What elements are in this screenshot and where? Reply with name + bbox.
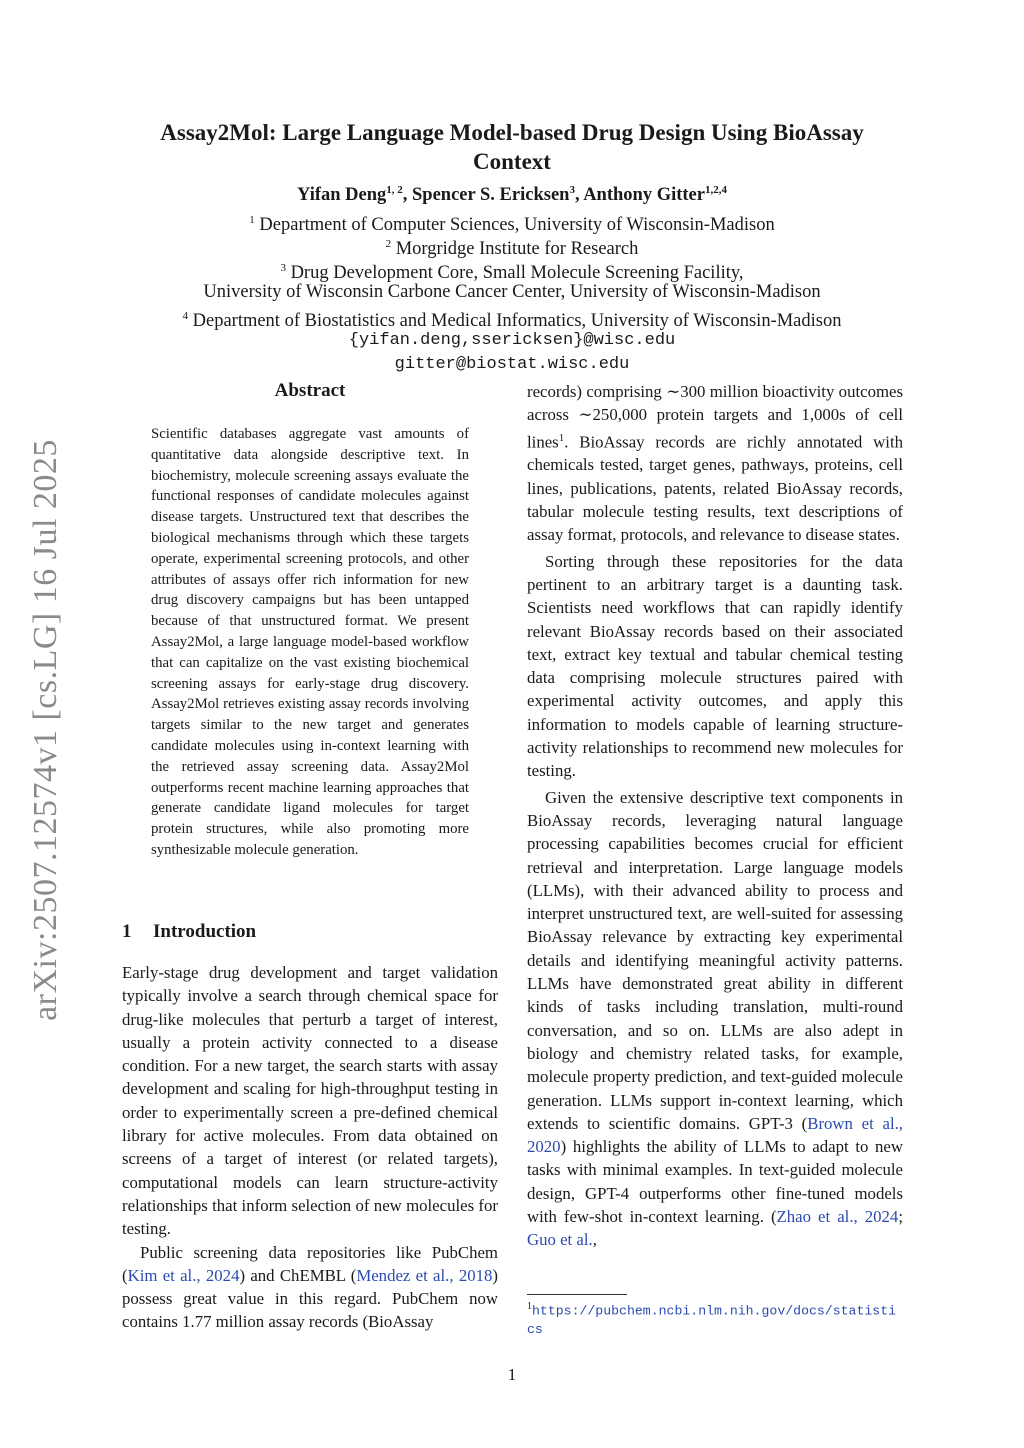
citation-zhao-2024[interactable]: Zhao et al., 2024 (776, 1206, 899, 1226)
author-list (120, 184, 904, 206)
affiliation-3: $^3$ Drug Development Core, Small Molecule Screening Facility, (280, 262, 744, 284)
arxiv-sidebar-stamp (18, 430, 74, 1030)
intro-paragraph-2: Public screening data repositories like PubChem (Kim et al., 2024) and ChEMBL (Mendez et al., 2018) possess great value in this regard. PubChem now contains 1.77 million assay records (BioAssay (122, 1242, 498, 1332)
right-paragraph-1: records) comprising ∼300 million bioactivity outcomes across ∼250,000 protein targets and 1,000s of cell lines$^1$. BioAssay records are richly annotated with chemicals tested, target genes, pathways, proteins, cell lines, publications, patents, related BioAssay records, tabular molecule testing results, text descriptions of assay format, protocols, and relevance to disease states. (527, 382, 903, 545)
affiliation-2: $^2$ Morgridge Institute for Research (385, 238, 639, 260)
citation-guo[interactable]: Guo et al. (527, 1230, 593, 1250)
right-paragraph-3: Given the extensive descriptive text components in BioAssay records, leveraging natural language processing capabilities becomes crucial for efficient retrieval and interpretation. Large language models (LLMs), with their advanced ability to process and interpret unstructured text, are well-suited for assessing BioAssay relevance by extracting key experimental details and identifying meaningful activity patterns. LLMs have demonstrated great ability in different kinds of tasks including translation, multi-round conversation, and so on. LLMs are also adept in biology and chemistry related tasks, for example, molecule property prediction, and text-guided molecule generation. LLMs support in-context learning, which extends to scientific domains. GPT-3 (Brown et al., 2020) highlights the ability of LLMs to adapt to new tasks with minimal examples. In text-guided molecule design, GPT-4 outperforms other fine-tuned models with few-shot in-context learning. (Zhao et al., 2024; Guo et al., (527, 787, 903, 1250)
email-line-1[interactable]: {yifan.deng,ssericksen}@wisc.edu (348, 331, 676, 350)
affiliation-4: $^4$ Department of Biostatistics and Medical Informatics, University of Wisconsin-Madison (182, 310, 842, 332)
email-line-2[interactable]: gitter@biostat.wisc.edu (394, 355, 630, 374)
author-1: Yifan Deng$^{1, 2}$, (297, 184, 413, 206)
footnote-1: $^1$https://pubchem.ncbi.nlm.nih.gov/docs/statistics (527, 1301, 897, 1338)
arxiv-identifier: arXiv:2507.12574v1 [cs.LG] 16 Jul 2025 (27, 439, 64, 1021)
affiliation-3-cont: University of Wisconsin Carbone Cancer Center, University of Wisconsin-Madison (203, 282, 821, 302)
affiliation-1: $^1$ Department of Computer Sciences, University of Wisconsin-Madison (249, 214, 775, 236)
abstract-body: Scientific databases aggregate vast amounts of quantitative data alongside descriptive text. In biochemistry, molecule screening assays evaluate the functional responses of candidate molecules against disease targets. Unstructured text that describes the biological mechanisms through which these targets operate, experimental screening protocols, and other attributes of assays offer rich information for new drug discovery campaigns but has been untapped because of that unstructured format. We present Assay2Mol, a large language model-based workflow that can capitalize on the vast existing biochemical screening assays for early-stage drug discovery. Assay2Mol retrieves existing assay records involving targets similar to the new target and generates candidate molecules using in-context learning with the retrieved assay screening data. Assay2Mol outperforms recent machine learning approaches that generate candidate ligand molecules for target protein structures, while also promoting more synthesizable molecule generation. (151, 426, 469, 858)
left-column-body (122, 961, 498, 1334)
footnote-marker[interactable]: 1 (558, 431, 565, 444)
author-3: Anthony Gitter$^{1,2,4}$ (583, 184, 727, 206)
author-2: Spencer S. Ericksen$^3$, (412, 184, 584, 206)
paper-title: Assay2Mol: Large Language Model-based Drug Design Using BioAssay Context (160, 120, 864, 174)
right-paragraph-2: Sorting through these repositories for the data pertinent to an arbitrary target is a daunting task. Scientists need workflows that can rapidly identify relevant BioAssay records based on their associated text, extract key textual and tabular chemical testing data comprising molecule structures paired with experimental activity outcomes, and apply this information to models capable of learning structure-activity relationships to recommend new molecules for testing. (527, 551, 903, 781)
intro-paragraph-1: Early-stage drug development and target validation typically involve a search through chemical space for drug-like molecules that perturb a target of interest, usually a protein activity connected to a disease condition. For a new target, the search starts with assay development and scaling for high-throughput testing in order to experimentally screen a pre-defined chemical library for active molecules. From data obtained on screens of a target of interest (or related targets), computational models can learn structure-activity relationships that inform selection of new molecules for testing. (122, 963, 498, 1239)
page-number: 1 (507, 1365, 517, 1384)
citation-kim-2024[interactable]: Kim et al., 2024 (127, 1265, 240, 1285)
citation-mendez-2018[interactable]: Mendez et al., 2018 (356, 1265, 493, 1285)
section-title: Introduction (153, 921, 257, 942)
section-heading-introduction (122, 921, 256, 943)
right-column-body (527, 380, 903, 1252)
footnote-divider (527, 1294, 627, 1295)
footnote-link[interactable]: https://pubchem.ncbi.nlm.nih.gov/docs/statistics (527, 1303, 897, 1338)
citation-brown-2020[interactable]: Brown et al., 2020 (527, 1113, 903, 1157)
abstract-heading: Abstract (274, 380, 346, 401)
section-number: 1 (122, 921, 132, 942)
